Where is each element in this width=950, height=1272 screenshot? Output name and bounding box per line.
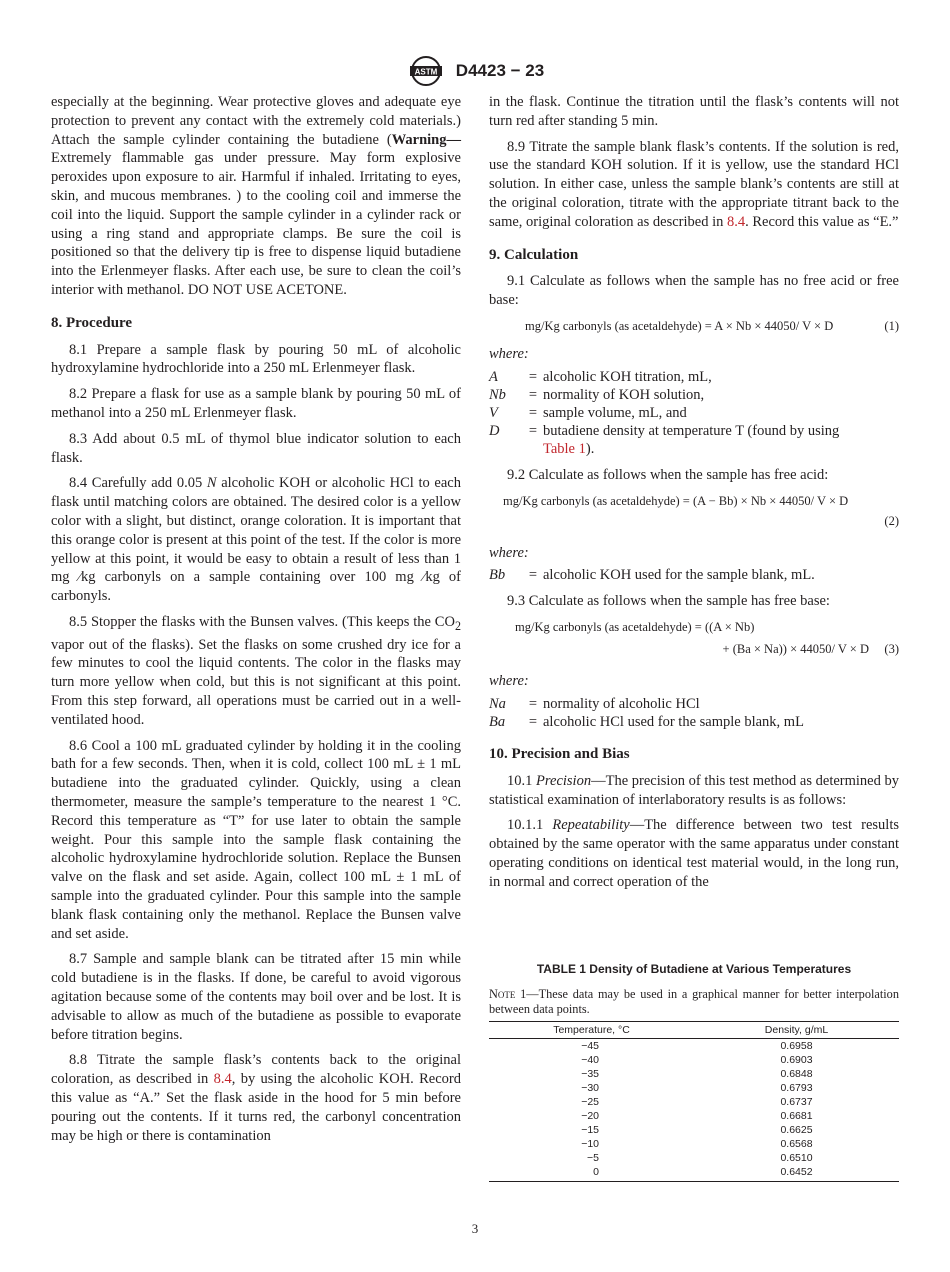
paragraph-8-9: 8.9 Titrate the sample blank flask’s contents. If the solution is red, use the standard KOH solution. If it is yellow, use the standard HCl solution. In either case, unless the sample blank’s contents are still at the original coloration, titrate with the appropriate titrant back to the same, original coloration as described in 8.4. Record this value as “E.” [489,138,899,230]
link-table-1[interactable]: Table 1 [543,440,586,457]
link-section-8-4[interactable]: 8.4 [726,213,746,230]
density-cell: 0.6793 [780,1082,813,1094]
paragraph-8-8-continued: in the flask. Continue the titration until the flask’s contents will not turn red after standing 5 min. [489,94,899,129]
definitions-1: A = alcoholic KOH titration, mL, Nb = normality of KOH solution, V = sample volume, mL, and D = butadiene density at temperature T (found by using Table 1). [489,368,840,457]
paragraph-7-continued: especially at the beginning. Wear protective gloves and adequate eye protection to prevent any contact with the extremely cold materials.) Attach the sample cylinder containing the butadiene (Warning—Extremely flammable gas under pressure. May form explosive peroxides upon exposure to air. Harmful if inhaled. Irritating to eyes, skin, and mucous membranes. ) to the cooling coil and immerse the coil into the liquid. Support the sample cylinder in a cylinder rack or using a ring stand and appropriate clamps. Be sure the coil is positioned so that the delivery tip is free to dispense liquid butadiene into the Erlenmeyer flasks. After each use, be sure to clean the coil’s interior with methanol. DO NOT USE ACETONE. [51,94,461,298]
paragraph-9-2: 9.2 Calculate as follows when the sample has free acid: [507,466,829,483]
density-cell: 0.6681 [780,1110,813,1122]
table-row [489,1151,899,1165]
page-number: 3 [471,1221,479,1236]
paragraph-8-6: 8.6 Cool a 100 mL graduated cylinder by holding it in the cooling bath for a few seconds. Then, when it is cold, collect 100 mL ± 1 mL butadiene into the graduated cylinder. Quickly, using a clean thermometer, measure the sample’s temperature to the nearest 1 °C. Record this temperature as “T” for use later to obtain the sample weight. Pour this sample into the sample flask containing the alcoholic hydroxylamine hydrochloride solution. Replace the Bunsen valve on the flask and set aside. Again, collect 100 mL ± 1 mL of sample into the graduated cylinder. Pour this sample into the sample blank flask containing only the methanol. Replace the Bunsen valve and set aside. [51,737,461,942]
paragraph-10-1: 10.1 Precision—The precision of this test method as determined by statistical examination of interlaboratory results is as follows: [489,772,900,808]
table-row [489,1137,899,1151]
table-1-title: TABLE 1 Density of Butadiene at Various Temperatures [536,962,852,976]
temperature-cell: −30 [581,1082,599,1094]
paragraph-9-3: 9.3 Calculate as follows when the sample has free base: [507,593,830,610]
svg-text:ASTM: ASTM [414,67,438,77]
section-9-heading: 9. Calculation [489,246,579,263]
density-cell: 0.6848 [780,1068,813,1080]
temperature-cell: −35 [581,1068,599,1080]
table-row [489,1067,899,1081]
density-cell: 0.6625 [780,1124,813,1136]
temperature-cell: −10 [581,1138,599,1150]
paragraph-9-1: 9.1 Calculate as follows when the sample has no free acid or free base: [489,273,899,309]
density-cell: 0.6958 [780,1040,813,1052]
equation-2: mg/Kg carbonyls (as acetaldehyde) = (A − Bb) × Nb × 44050/ V × D (2) [503,493,899,528]
table-row [489,1109,899,1123]
paragraph-8-5: 8.5 Stopper the flasks with the Bunsen valves. (This keeps the $CO_2$ vapor out of the flasks). Set the flasks on some crushed dry ice for a few minutes to cool the liquid contents. The color in the flasks may turn more yellow when cold, but this is not significant at this point. From this step forward, all operations must be carried out in a well-ventilated hood. [51,613,461,728]
page-header [0,55,950,87]
paragraph-8-1: 8.1 Prepare a sample flask by pouring 50 mL of alcoholic hydroxylamine hydrochloride into a 250 mL Erlenmeyer flask. [51,341,461,377]
density-cell: 0.6568 [780,1138,813,1150]
paragraph-8-4: 8.4 Carefully add 0.05 N alcoholic KOH or alcoholic HCl to each flask until matching colors are obtained. The desired color is a yellow color with a slight, but distinct, orange coloration. It is important that this orange color is present at this point of the test. If the color is more yellow at this point, it would be easy to obtain a result of less than 1 mg ⁄kg carbonyls on a sample containing over 100 mg ⁄kg of carbonyls. [51,475,461,605]
paragraph-8-2: 8.2 Prepare a flask for use as a sample blank by pouring 50 mL of methanol into a 250 mL Erlenmeyer flask. [51,386,461,421]
document-id: D4423 − 23 [455,61,545,80]
temperature-cell: −5 [587,1152,599,1164]
temperature-cell: −20 [581,1110,599,1122]
equation-3: mg/Kg carbonyls (as acetaldehyde) = ((A × Nb) + (Ba × Na)) × 44050/ V × D (3) [515,620,899,657]
column-header-temperature: Temperature, °C [489,1022,694,1039]
temperature-cell: −25 [581,1096,599,1108]
density-cell: 0.6903 [780,1054,813,1066]
right-column [489,93,899,899]
where-label: where: [489,673,529,690]
table-1-note: Note 1—These data may be used in a graphical manner for better interpolation between data points. [489,987,899,1016]
astm-logo-icon [406,55,446,87]
temperature-cell: 0 [489,1165,694,1182]
table-row [489,1165,899,1182]
temperature-cell: −15 [581,1124,599,1136]
density-cell: 0.6737 [780,1096,813,1108]
temperature-cell: −40 [581,1054,599,1066]
table-row [489,1053,899,1067]
paragraph-8-3: 8.3 Add about 0.5 mL of thymol blue indicator solution to each flask. [51,430,461,466]
paragraph-8-7: 8.7 Sample and sample blank can be titrated after 15 min while cold butadiene is in the flasks. If done, be careful to avoid vigorous agitation because some of the contents may boil over and be lost. It is advisable to allow as much of the butadiene as possible to evaporate before titration begins. [51,951,461,1043]
column-header-density: Density, g/mL [694,1022,899,1039]
table-row [489,1123,899,1137]
density-cell: 0.6452 [694,1165,899,1182]
where-label: where: [489,345,529,362]
equation-1: mg/Kg carbonyls (as acetaldehyde) = A × Nb × 44050/ V × D (1) [525,318,899,333]
table-row [489,1095,899,1109]
paragraph-8-8: 8.8 Titrate the sample flask’s contents back to the original coloration, as described in 8.4, by using the alcoholic KOH. Record this value as “A.” Set the flask aside in the hood for 5 min before pouring out the contents. If it turns red, the carbonyl concentration may be high or there is contamination [51,1052,461,1144]
temperature-cell: −45 [581,1040,599,1052]
definitions-3: Na = normality of alcoholic HCl Ba = alcoholic HCl used for the sample blank, mL [489,695,804,730]
left-column [51,93,461,1152]
paragraph-10-1-1: 10.1.1 Repeatability—The difference between two test results obtained by the same operator with the same apparatus under constant operating conditions on identical test material would, in the long run, in normal and correct operation of the [489,817,899,890]
table-row [489,1039,899,1054]
section-8-heading: 8. Procedure [51,314,133,331]
section-10-heading: 10. Precision and Bias [489,745,630,762]
density-cell: 0.6510 [780,1152,813,1164]
where-label: where: [489,544,529,561]
table-row [489,1081,899,1095]
link-section-8-4[interactable]: 8.4 [213,1071,232,1088]
density-table [489,1021,899,1182]
definitions-2: Bb = alcoholic KOH used for the sample blank, mL. [489,567,815,584]
